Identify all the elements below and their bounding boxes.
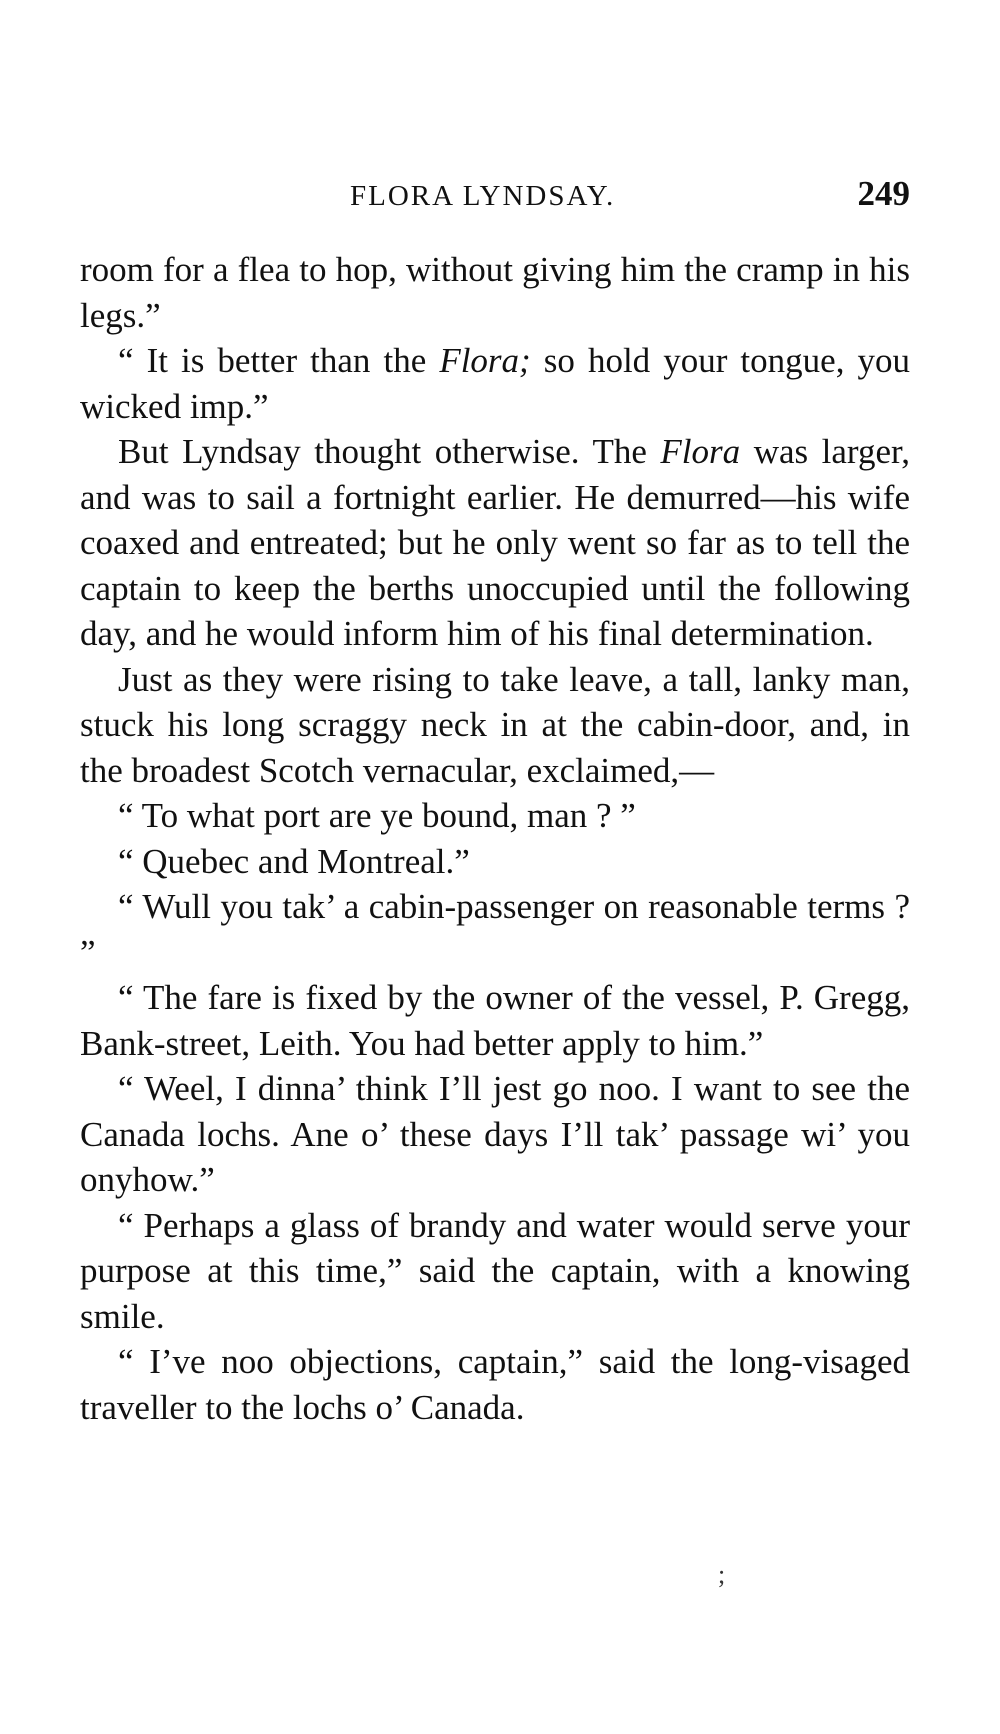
text-segment: “ I’ve noo objections, captain,” said the long-visaged traveller to the lochs o’ Canada. (80, 1342, 910, 1427)
text-segment: But Lyndsay thought otherwise. The (118, 432, 661, 471)
text-segment: “ To what port are ye bound, man ? ” (118, 796, 636, 835)
text-segment: “ It is better than the (118, 341, 440, 380)
italic-segment: Flora (660, 432, 741, 471)
body-text (80, 247, 910, 1430)
paragraph-p9 (80, 1066, 910, 1203)
running-title: FLORA LYNDSAY. (350, 180, 616, 212)
text-segment: “ The fare is fixed by the owner of the vessel, P. Gregg, Bank-street, Leith. You had better apply to him.” (80, 978, 910, 1063)
text-segment: Just as they were rising to take leave, a tall, lanky man, stuck his long scraggy neck in at the cabin-door, and, in the broadest Scotch vernacular, exclaimed,— (80, 659, 910, 790)
text-segment: so hold your tongue, you wicked imp.” (80, 341, 911, 426)
paragraph-p3 (80, 429, 910, 657)
text-segment: “ Weel, I dinna’ think I’ll jest go noo. I want to see the Canada lochs. Ane o’ these days I’ll tak’ passage wi’ you onyhow.” (80, 1069, 910, 1199)
page-header (80, 174, 910, 224)
paragraph-p8 (80, 975, 910, 1066)
paragraph-p2 (80, 338, 910, 429)
paragraph-p6 (80, 839, 910, 885)
paragraph-p10 (80, 1203, 910, 1340)
text-segment: “ Perhaps a glass of brandy and water would serve your purpose at this time,” said the captain, with a knowing smile. (80, 1205, 910, 1336)
text-segment: “ Wull you tak’ a cabin-passenger on reasonable terms ? ” (80, 887, 910, 972)
text-segment: room for a flea to hop, without giving him the cramp in his legs.” (80, 250, 910, 335)
paragraph-p7 (80, 884, 910, 975)
paragraph-p5 (80, 793, 910, 839)
text-segment: “ Quebec and Montreal.” (118, 841, 470, 881)
stray-mark: ; (718, 1560, 726, 1589)
text-segment: was larger, and was to sail a fortnight earlier. He demurred—his wife coaxed and entreated; but he only went so far as to tell the captain to keep the berths unoccupied until the following day, and he would inform him of his final determination. (80, 432, 910, 653)
italic-segment: Flora; (439, 341, 531, 380)
paragraph-p11 (80, 1339, 910, 1430)
paragraph-p1 (80, 247, 910, 338)
paragraph-p4 (80, 657, 910, 794)
page-number: 249 (857, 174, 910, 213)
